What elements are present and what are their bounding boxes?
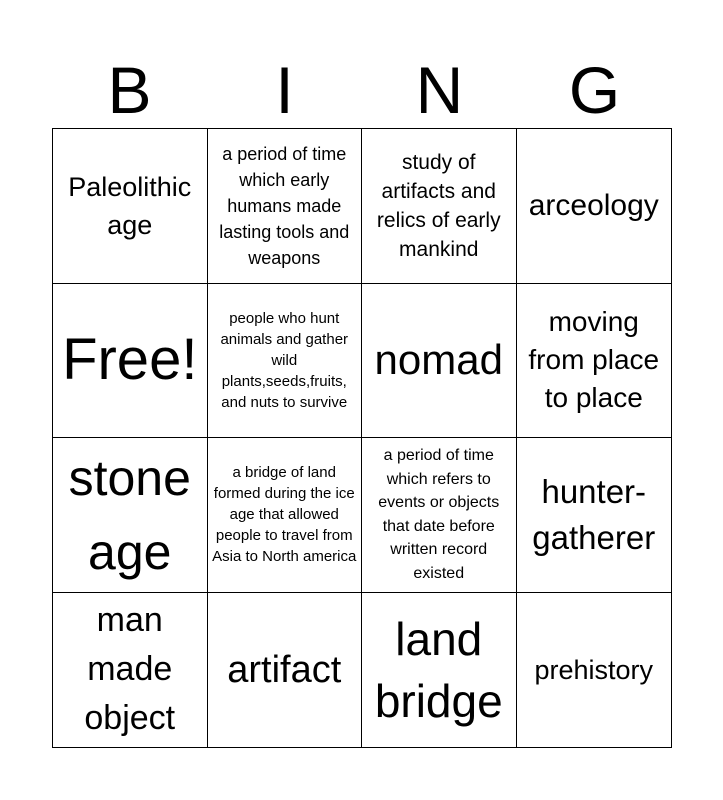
bingo-cell[interactable] (53, 438, 208, 593)
cell-text: study of artifacts and relics of early mankind (376, 150, 501, 261)
cell-text: a bridge of land formed during the ice age that allowed people to travel from Asia to North america (212, 464, 357, 566)
bingo-cell[interactable] (362, 284, 517, 439)
bingo-cell[interactable] (362, 438, 517, 593)
bingo-cell[interactable] (208, 438, 363, 593)
cell-text: Paleolithic age (68, 171, 192, 240)
header-letter-i: I (275, 53, 294, 127)
bingo-cell[interactable] (208, 284, 363, 439)
bingo-cell[interactable] (53, 129, 208, 284)
cell-text: prehistory (534, 654, 654, 685)
cell-text: man made object (84, 601, 176, 738)
cell-text: people who hunt animals and gather wild plants,seeds,fruits, and nuts to survive (220, 309, 349, 411)
header-letter-n: N (415, 53, 464, 127)
bingo-cell[interactable] (362, 129, 517, 284)
bingo-cell-free[interactable] (53, 284, 208, 439)
bingo-cell[interactable] (517, 438, 672, 593)
cell-text: moving from place to place (528, 306, 660, 414)
cell-text: arceology (528, 188, 659, 222)
cell-text: Free! (62, 327, 198, 393)
cell-text: artifact (227, 648, 342, 691)
bingo-header (52, 50, 672, 128)
cell-text: stone age (68, 449, 191, 580)
cell-text: nomad (374, 336, 503, 384)
bingo-cell[interactable] (53, 593, 208, 748)
bingo-cell[interactable] (208, 593, 363, 748)
cell-text: a period of time which early humans made lasting tools and weapons (219, 143, 350, 268)
cell-text: a period of time which refers to events or objects that date before written record existed (378, 447, 500, 582)
header-letter-b: B (107, 53, 152, 127)
bingo-board (52, 128, 672, 748)
cell-text: hunter-gatherer (532, 472, 656, 556)
bingo-cell[interactable] (517, 129, 672, 284)
bingo-cell[interactable] (517, 593, 672, 748)
cell-text: land bridge (374, 612, 503, 727)
header-letter-g: G (568, 53, 621, 127)
bingo-cell[interactable] (517, 284, 672, 439)
bingo-cell[interactable] (362, 593, 517, 748)
bingo-cell[interactable] (208, 129, 363, 284)
